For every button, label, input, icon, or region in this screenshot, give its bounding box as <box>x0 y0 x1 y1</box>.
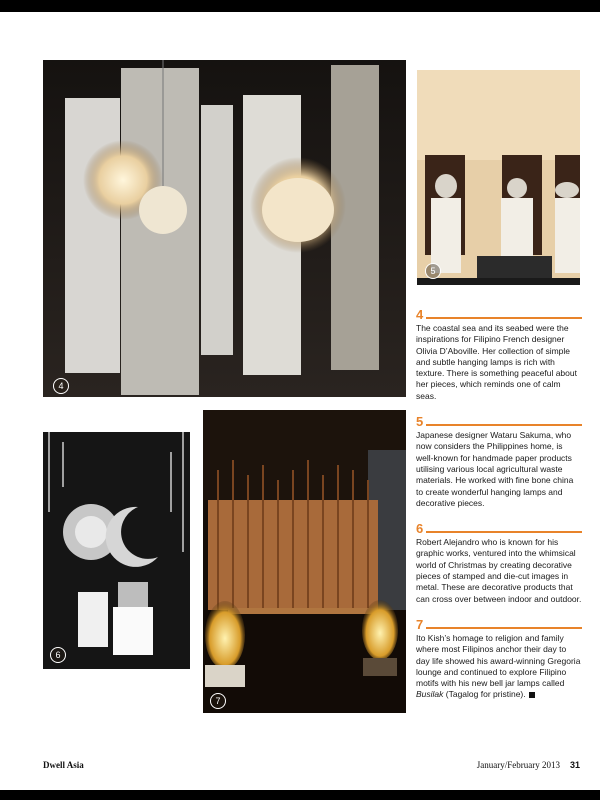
caption-5 <box>416 413 582 509</box>
page-number: 31 <box>569 760 580 770</box>
photo-bell-jar-lamps <box>203 410 406 713</box>
caption-rule <box>426 627 582 629</box>
caption-italic: Busilak <box>416 689 444 700</box>
caption-text: The coastal sea and its seabed were the inspirations for Filipino French designer Olivia D’Aboville. Her collection of simple and subtle hanging lamps is rich with texture. There is something peaceful about her pieces, which reminds one of calm seas. <box>416 323 577 401</box>
caption-rule <box>426 424 582 426</box>
photo-number-badge: 7 <box>210 693 226 709</box>
captions-column <box>416 306 582 712</box>
caption-text: Japanese designer Wataru Sakuma, who now considers the Philippines home, is well-known for handmade paper products utilising various local agricultural waste materials. He worked with fine bone china to create wonderful hanging lamps and decorative pieces. <box>416 430 574 508</box>
bottom-black-bar <box>0 790 600 800</box>
end-mark-icon <box>529 692 535 698</box>
caption-text-end: (Tagalog for pristine). <box>443 689 526 700</box>
caption-number: 7 <box>416 616 424 632</box>
caption-text <box>416 633 582 701</box>
photo-paper-curtain-vases <box>417 70 580 285</box>
footer-folio <box>477 760 580 770</box>
caption-4 <box>416 306 582 402</box>
photo-number-badge: 6 <box>50 647 66 663</box>
caption-text: Robert Alejandro who is known for his graphic works, ventured into the whimsical world of Christmas by creating decorative pieces of stamped and die-cut images in metal. These are decorative products that can cross over between indoor and outdoor. <box>416 537 582 604</box>
caption-7 <box>416 616 582 701</box>
photo-number-badge: 4 <box>53 378 69 394</box>
footer-publication: Dwell Asia <box>43 760 84 770</box>
top-black-bar <box>0 0 600 12</box>
photo-metal-ornaments <box>43 432 190 669</box>
caption-number: 5 <box>416 414 424 430</box>
caption-number: 4 <box>416 307 424 322</box>
footer-issue: January/February 2013 <box>476 760 560 770</box>
photo-hanging-lamps <box>43 60 406 397</box>
caption-number: 6 <box>416 521 424 537</box>
caption-rule <box>426 317 582 319</box>
caption-6 <box>416 520 582 605</box>
photo-number-badge: 5 <box>425 263 441 279</box>
caption-rule <box>426 531 582 533</box>
caption-text-start: Ito Kish’s homage to religion and family where most Filipinos anchor their day to day life showed his award-winning Gregoria lounge and continued to explore Filipino motifs with his new bell jar lamps called <box>416 632 581 689</box>
